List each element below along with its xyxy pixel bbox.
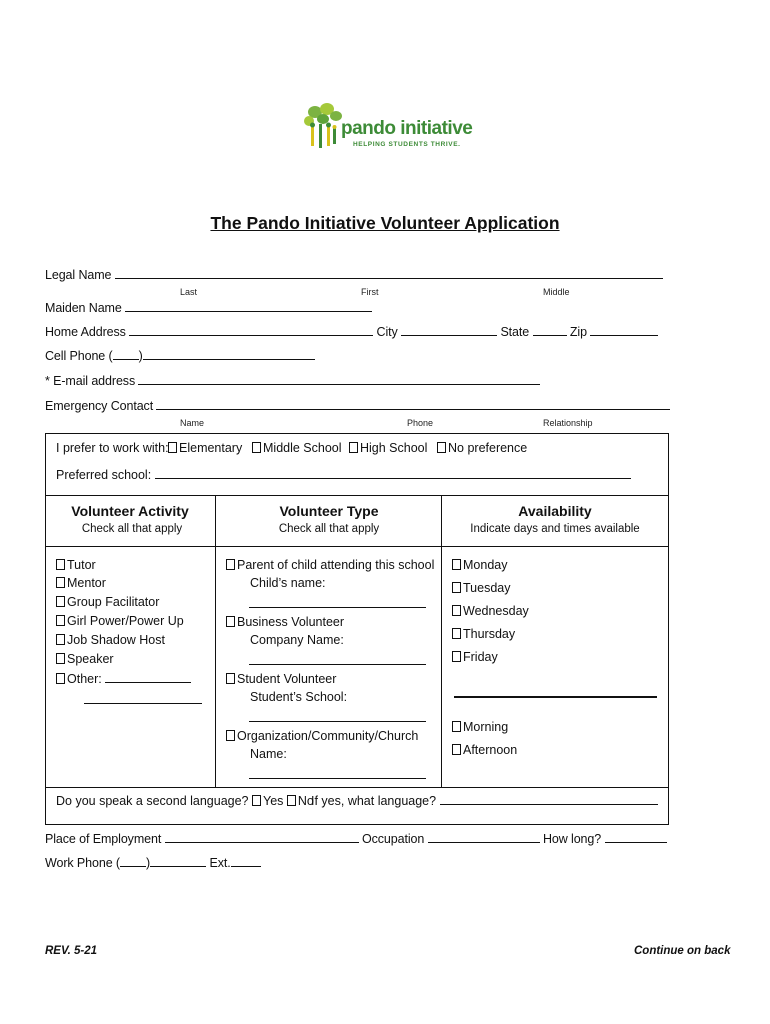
employment-row xyxy=(45,831,667,847)
occupation-label: Occupation xyxy=(361,832,425,846)
col-header-type: Volunteer Type xyxy=(279,503,379,519)
home-address-field[interactable] xyxy=(129,324,373,336)
checkbox-icon[interactable] xyxy=(56,634,65,645)
language-row xyxy=(56,793,314,809)
checkbox-icon[interactable] xyxy=(168,442,177,453)
checkbox-icon[interactable] xyxy=(56,673,65,684)
email-field[interactable] xyxy=(138,373,540,385)
option-label: Parent of child attending this school xyxy=(237,558,435,572)
option-label: Student Volunteer xyxy=(237,672,337,686)
language-which-row xyxy=(311,793,658,809)
checkbox-icon[interactable] xyxy=(56,559,65,570)
checkbox-icon[interactable] xyxy=(452,651,461,662)
day-wednesday[interactable] xyxy=(452,603,529,619)
time-afternoon[interactable] xyxy=(452,742,517,758)
checkbox-icon[interactable] xyxy=(226,673,235,684)
legal-name-label: Legal Name xyxy=(45,268,112,282)
work-phone-row xyxy=(45,855,261,871)
emergency-label: Emergency Contact xyxy=(45,399,154,413)
checkbox-icon[interactable] xyxy=(226,616,235,627)
option-label: Organization/Community/Church xyxy=(237,729,419,743)
emergency-sub-name: Name xyxy=(180,418,205,428)
type-business[interactable] xyxy=(226,614,344,630)
checkbox-icon[interactable] xyxy=(452,582,461,593)
cell-paren: ) xyxy=(138,349,143,363)
col-sub-activity: Check all that apply xyxy=(81,523,183,535)
option-label: Elementary xyxy=(179,441,243,455)
preferred-school-row xyxy=(56,467,631,483)
checkbox-icon[interactable] xyxy=(56,577,65,588)
option-label: Group Facilitator xyxy=(67,595,160,609)
cell-phone-row xyxy=(45,348,315,364)
language-yes[interactable] xyxy=(252,794,283,808)
col-header-activity: Volunteer Activity xyxy=(71,503,189,519)
prefer-high-school[interactable] xyxy=(349,440,427,456)
work-phone-field[interactable] xyxy=(150,855,206,867)
checkbox-icon[interactable] xyxy=(226,559,235,570)
time-morning[interactable] xyxy=(452,719,508,735)
checkbox-icon[interactable] xyxy=(56,615,65,626)
option-label: Monday xyxy=(463,558,508,572)
checkbox-icon[interactable] xyxy=(226,730,235,741)
work-area-field[interactable] xyxy=(120,855,146,867)
activity-girl-power[interactable] xyxy=(56,613,184,629)
day-tuesday[interactable] xyxy=(452,580,510,596)
divider xyxy=(45,546,669,547)
checkbox-icon[interactable] xyxy=(252,442,261,453)
option-label: Middle School xyxy=(263,441,342,455)
day-thursday[interactable] xyxy=(452,626,515,642)
day-friday[interactable] xyxy=(452,649,498,665)
zip-field[interactable] xyxy=(590,324,658,336)
checkbox-icon[interactable] xyxy=(287,795,296,806)
col-sub-type: Check all that apply xyxy=(278,523,380,535)
email-row xyxy=(45,373,540,389)
zip-label: Zip xyxy=(569,325,587,339)
revision-label: REV. 5-21 xyxy=(45,945,97,957)
legal-name-field[interactable] xyxy=(115,267,663,279)
prefer-middle-school[interactable] xyxy=(252,440,342,456)
checkbox-icon[interactable] xyxy=(452,721,461,732)
activity-group-facilitator[interactable] xyxy=(56,594,159,610)
other-field[interactable] xyxy=(105,671,191,683)
work-phone-label: Work Phone ( xyxy=(45,856,120,870)
option-label: Job Shadow Host xyxy=(67,633,165,647)
checkbox-icon[interactable] xyxy=(56,653,65,664)
activity-speaker[interactable] xyxy=(56,651,114,667)
continue-label: Continue on back xyxy=(634,945,731,957)
prefer-label: I prefer to work with: xyxy=(56,441,169,455)
emergency-row xyxy=(45,398,670,414)
option-label: Friday xyxy=(463,650,498,664)
how-long-field[interactable] xyxy=(605,831,667,843)
preferred-school-field[interactable] xyxy=(155,467,631,479)
type-student-sub: Student’s School: xyxy=(250,690,348,704)
legal-name-row xyxy=(45,267,663,283)
option-label: Tuesday xyxy=(463,581,511,595)
company-name-field[interactable] xyxy=(249,664,426,665)
option-label: No xyxy=(297,794,314,808)
prefer-elementary[interactable] xyxy=(168,440,242,456)
type-organization[interactable] xyxy=(226,728,418,744)
legal-sub-middle: Middle xyxy=(543,287,570,297)
checkbox-icon[interactable] xyxy=(452,628,461,639)
logo-name: pando initiative xyxy=(341,118,473,139)
column-divider xyxy=(441,495,442,788)
volunteer-details-box xyxy=(45,433,669,825)
cell-area-field[interactable] xyxy=(113,348,139,360)
option-label: Girl Power/Power Up xyxy=(67,614,184,628)
language-question: Do you speak a second language? xyxy=(56,794,249,808)
emergency-sub-phone: Phone xyxy=(407,418,434,428)
option-label: Tutor xyxy=(67,558,96,572)
email-label: * E-mail address xyxy=(45,374,136,388)
city-field[interactable] xyxy=(401,324,497,336)
option-label: Wednesday xyxy=(463,604,529,618)
organization-name-field[interactable] xyxy=(249,778,426,779)
cell-phone-field[interactable] xyxy=(143,348,315,360)
work-paren: ) xyxy=(146,856,151,870)
childs-name-field[interactable] xyxy=(249,607,426,608)
logo-tagline: HELPING STUDENTS THRIVE. xyxy=(353,141,461,148)
ext-field[interactable] xyxy=(231,855,261,867)
divider xyxy=(45,787,669,788)
address-row xyxy=(45,324,658,340)
legal-sub-last: Last xyxy=(180,287,198,297)
legal-sub-first: First xyxy=(361,287,379,297)
checkbox-icon[interactable] xyxy=(452,605,461,616)
activity-mentor[interactable] xyxy=(56,575,106,591)
place-employment-field[interactable] xyxy=(165,831,359,843)
checkbox-icon[interactable] xyxy=(252,795,261,806)
col-header-availability: Availability xyxy=(518,503,592,519)
type-student[interactable] xyxy=(226,671,336,687)
col-sub-availability: Indicate days and times available xyxy=(470,523,640,535)
logo xyxy=(303,102,473,154)
option-label: High School xyxy=(360,441,428,455)
cell-phone-label: Cell Phone ( xyxy=(45,349,113,363)
day-monday[interactable] xyxy=(452,557,507,573)
state-label: State xyxy=(500,325,530,339)
checkbox-icon[interactable] xyxy=(452,559,461,570)
prefer-no-preference[interactable] xyxy=(437,440,527,456)
divider xyxy=(45,495,669,496)
maiden-name-field[interactable] xyxy=(125,300,372,312)
activity-job-shadow[interactable] xyxy=(56,632,165,648)
students-school-field[interactable] xyxy=(249,721,426,722)
emergency-sub-relationship: Relationship xyxy=(543,418,593,428)
option-label: Speaker xyxy=(67,652,114,666)
activity-tutor[interactable] xyxy=(56,557,96,573)
home-address-label: Home Address xyxy=(45,325,126,339)
checkbox-icon[interactable] xyxy=(349,442,358,453)
language-no[interactable] xyxy=(287,794,314,808)
ext-label: Ext. xyxy=(209,856,231,870)
prefer-row xyxy=(56,440,169,456)
state-field[interactable] xyxy=(533,324,567,336)
option-label: Other: xyxy=(67,672,102,686)
occupation-field[interactable] xyxy=(428,831,540,843)
page-title: The Pando Initiative Volunteer Application xyxy=(210,213,560,233)
option-label: Yes xyxy=(263,794,284,808)
how-long-label: How long? xyxy=(542,832,602,846)
option-label: Mentor xyxy=(67,576,106,590)
other-field-line2[interactable] xyxy=(84,703,202,704)
option-label: No preference xyxy=(448,441,528,455)
maiden-name-row xyxy=(45,300,372,316)
column-divider xyxy=(215,495,216,788)
maiden-name-label: Maiden Name xyxy=(45,301,122,315)
city-label: City xyxy=(376,325,398,339)
place-employment-label: Place of Employment xyxy=(45,832,162,846)
activity-other[interactable] xyxy=(56,671,191,687)
option-label: Thursday xyxy=(463,627,516,641)
availability-divider xyxy=(454,696,657,698)
language-field[interactable] xyxy=(440,793,658,805)
option-label: Afternoon xyxy=(463,743,518,757)
type-parent[interactable] xyxy=(226,557,434,573)
emergency-field[interactable] xyxy=(156,398,670,410)
type-organization-sub: Name: xyxy=(250,747,287,761)
type-parent-sub: Child’s name: xyxy=(250,576,326,590)
tree-logo-icon xyxy=(303,102,343,152)
preferred-school-label: Preferred school: xyxy=(56,468,152,482)
language-which-label: If yes, what language? xyxy=(311,794,437,808)
option-label: Business Volunteer xyxy=(237,615,345,629)
checkbox-icon[interactable] xyxy=(437,442,446,453)
option-label: Morning xyxy=(463,720,509,734)
type-business-sub: Company Name: xyxy=(250,633,344,647)
checkbox-icon[interactable] xyxy=(56,596,65,607)
checkbox-icon[interactable] xyxy=(452,744,461,755)
